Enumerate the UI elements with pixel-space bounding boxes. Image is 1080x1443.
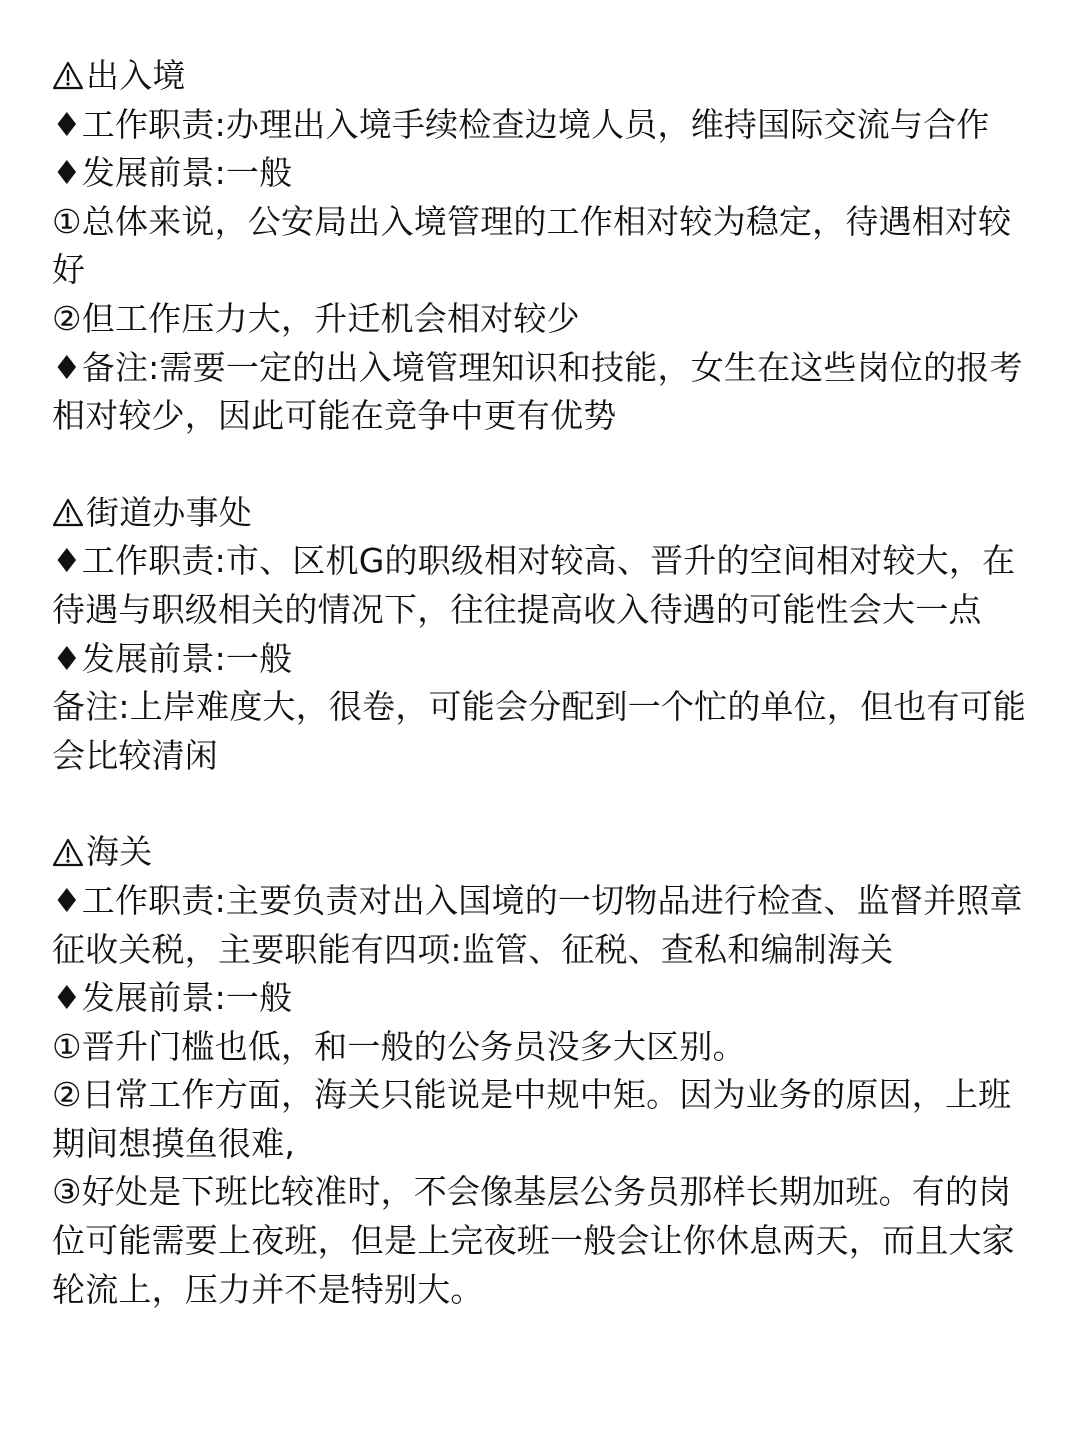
section-heading (52, 52, 1042, 101)
section-street-office (52, 489, 1042, 781)
warning-triangle-icon (52, 60, 84, 92)
job-duty-text: ♦工作职责:办理出入境手续检查边境人员，维持国际交流与合作 (52, 104, 990, 144)
section-customs (52, 828, 1042, 1314)
job-duty-text: ♦工作职责:主要负责对出入国境的一切物品进行检查、监督并照章征收关税，主要职能有四项:监管、征税、查私和编制海关 (52, 880, 1023, 969)
prospect-text: ♦发展前景:一般 (52, 153, 293, 193)
prospect-text: ♦发展前景:一般 (52, 638, 293, 678)
warning-triangle-icon (52, 837, 84, 869)
section-heading-text: 街道办事处 (86, 492, 252, 532)
section-exit-entry (52, 52, 1042, 441)
job-duty-text: ♦工作职责:市、区机G的职级相对较高、晋升的空间相对较大，在待遇与职级相关的情况下，往往提高收入待遇的可能性会大一点 (52, 541, 1016, 629)
section-heading-text: 出入境 (86, 56, 186, 95)
point-1-text: ①晋升门槛也低，和一般的公务员没多大区别。 (52, 1026, 746, 1066)
section-heading (52, 489, 1042, 538)
remark-text: 备注:上岸难度大，很卷，可能会分配到一个忙的单位，但也有可能会比较清闲 (52, 687, 1027, 775)
prospect-text: ♦发展前景:一般 (52, 978, 293, 1018)
point-2-text: ②但工作压力大，升迁机会相对较少 (52, 298, 580, 338)
point-3-text: ③好处是下班比较准时，不会像基层公务员那样长期加班。有的岗位可能需要上夜班，但是上完夜班一般会让你休息两天，而且大家轮流上，压力并不是特别大。 (52, 1172, 1015, 1309)
note-document (52, 52, 1042, 1314)
point-2-text: ②日常工作方面，海关只能说是中规中矩。因为业务的原因，上班期间想摸鱼很难, (52, 1075, 1012, 1163)
warning-triangle-icon (52, 497, 84, 529)
remark-text: ♦备注:需要一定的出入境管理知识和技能，女生在这些岗位的报考相对较少，因此可能在竞争中更有优势 (52, 347, 1023, 436)
point-1-text: ①总体来说，公安局出入境管理的工作相对较为稳定，待遇相对较好 (52, 201, 1012, 290)
section-heading (52, 828, 1042, 877)
section-heading-text: 海关 (86, 832, 153, 872)
